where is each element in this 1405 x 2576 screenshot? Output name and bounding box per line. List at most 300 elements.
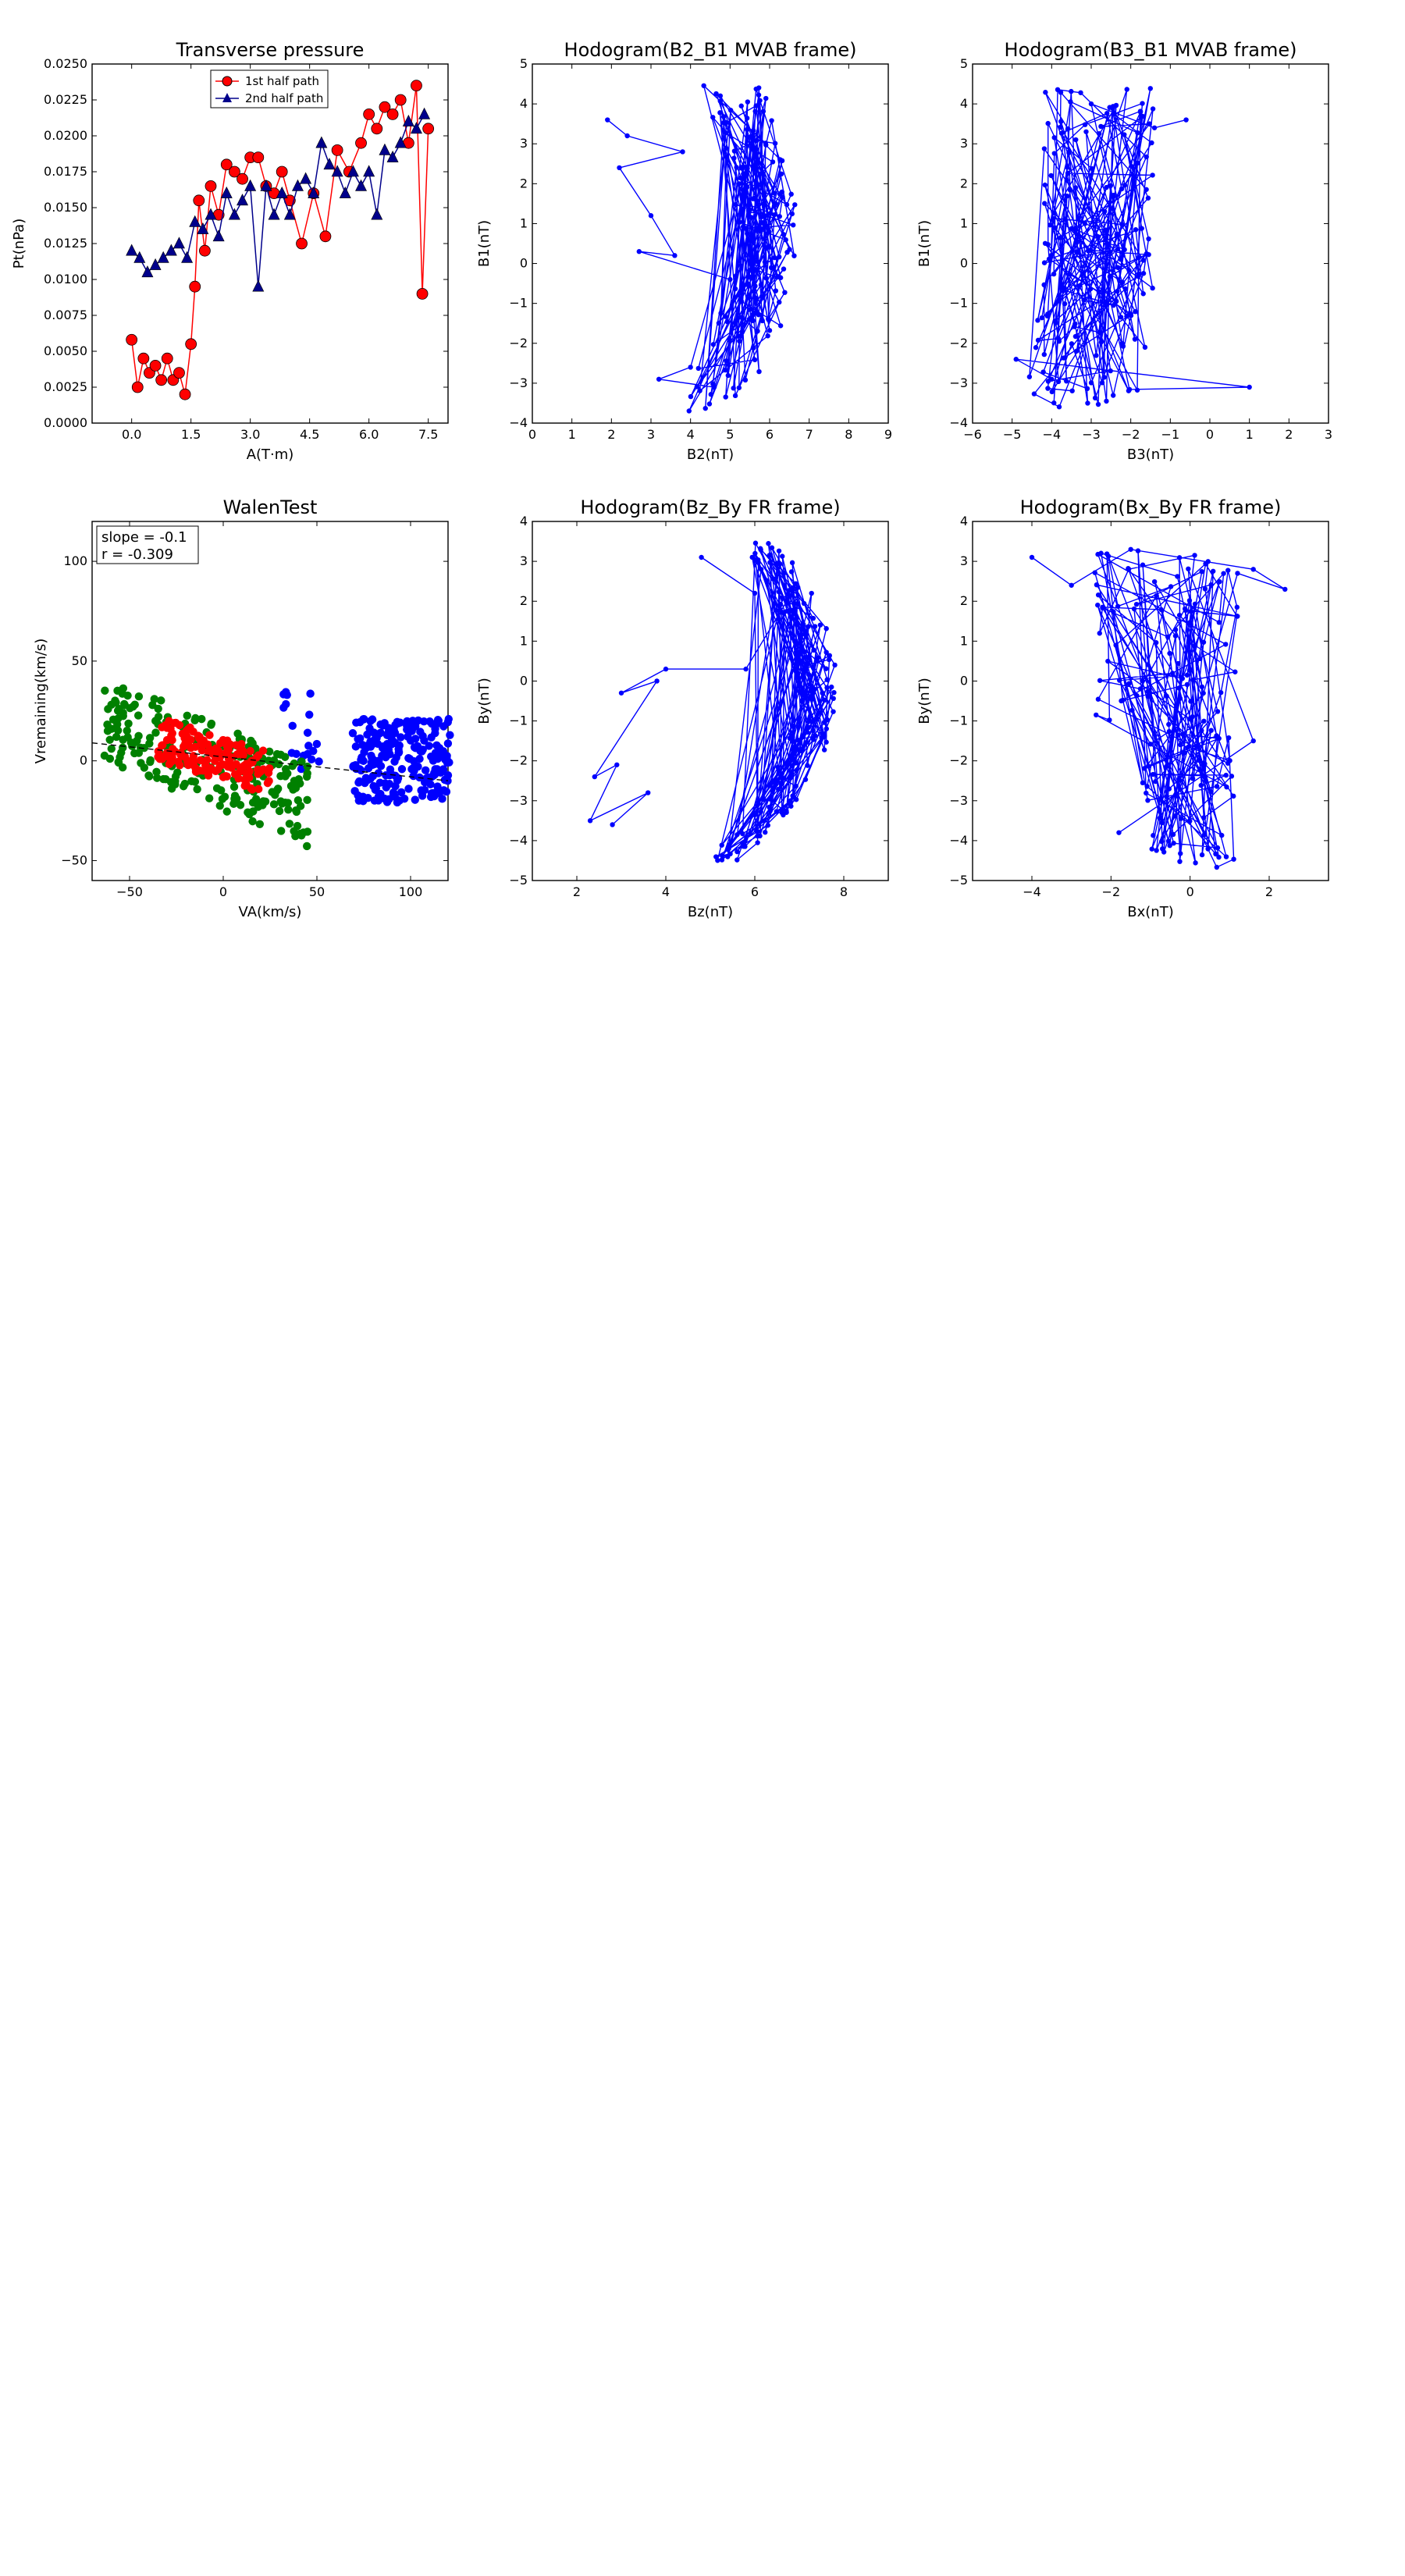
hodogram-trace-point [1073, 334, 1078, 339]
point-1st-half [411, 80, 422, 91]
hodogram-trace-point [1201, 640, 1206, 645]
hodogram-trace-point [767, 229, 771, 234]
walen-point-green [303, 796, 311, 804]
hodogram-trace-point [733, 286, 738, 291]
hodogram-trace-point [734, 165, 738, 169]
x-tick-label: 100 [398, 884, 423, 899]
hodogram-trace-point [1150, 846, 1154, 851]
hodogram-trace-point [777, 254, 781, 259]
hodogram-trace-point [1185, 673, 1190, 678]
y-tick-label: 4 [519, 514, 528, 528]
hodogram-trace-point [614, 763, 619, 767]
hodogram-trace-point [760, 294, 765, 298]
walen-point-green [115, 705, 123, 713]
hodogram-trace-point [1067, 272, 1072, 276]
hodogram-trace-point [1148, 86, 1153, 91]
hodogram-trace-point [711, 342, 716, 347]
walen-point-blue [394, 745, 402, 753]
hodogram-trace-point [759, 215, 763, 219]
hodogram-trace-point [806, 672, 811, 677]
series-line [132, 114, 425, 286]
y-tick-label: 0.0125 [44, 236, 87, 251]
hodogram-trace-point [788, 804, 793, 809]
y-tick-label: 5 [959, 56, 968, 71]
hodogram-trace-point [1103, 300, 1108, 304]
hodogram-trace-point [1078, 91, 1083, 95]
hodogram-trace-point [717, 110, 722, 115]
hodogram-trace-point [1247, 385, 1251, 390]
hodogram-trace-point [1208, 789, 1213, 794]
hodogram-trace-point [1179, 816, 1183, 820]
hodogram-trace-point [1115, 289, 1119, 294]
y-tick-label: −2 [949, 335, 968, 350]
hodogram-trace-point [1119, 187, 1124, 191]
hodogram-trace-point [718, 311, 723, 315]
hodogram-trace-point [1178, 696, 1183, 701]
hodogram-trace-point [1215, 784, 1219, 788]
hodogram-trace-point [680, 149, 685, 154]
walen-point-blue [398, 765, 406, 773]
hodogram-trace-point [1065, 165, 1069, 169]
hodogram-trace-point [1069, 89, 1073, 94]
hodogram-trace-point [813, 624, 817, 628]
walen-point-green [135, 749, 143, 756]
walen-point-green [113, 720, 121, 728]
hodogram-trace-point [1197, 758, 1201, 763]
hodogram-trace-point [1141, 271, 1146, 276]
hodogram-trace-point [1165, 635, 1170, 639]
hodogram-trace-point [829, 685, 834, 689]
series-line [132, 86, 429, 395]
hodogram-trace-point [749, 133, 753, 138]
walen-point-blue [393, 753, 400, 761]
hodogram-trace-point [654, 678, 659, 683]
hodogram-trace-point [1107, 717, 1112, 722]
x-axis-label: A(T·m) [246, 447, 294, 463]
hodogram-trace-point [1164, 694, 1168, 699]
hodogram-trace-point [762, 818, 767, 823]
hodogram-trace-point [724, 120, 728, 125]
hodogram-trace-point [1146, 252, 1151, 257]
hodogram-trace-point [1196, 745, 1200, 749]
hodogram-trace-point [1151, 772, 1155, 777]
walen-point-green [245, 810, 253, 818]
hodogram-trace-point [1126, 567, 1131, 571]
walen-point-blue [309, 747, 317, 755]
walen-point-green [113, 687, 121, 695]
hodogram-trace-point [1115, 247, 1120, 251]
hodogram-trace-point [784, 810, 788, 815]
hodogram-trace-point [1048, 173, 1053, 178]
hodogram-trace-point [777, 589, 781, 594]
hodogram-trace-point [1105, 659, 1110, 664]
hodogram-trace-point [1111, 303, 1115, 308]
hodogram-trace-point [782, 571, 787, 575]
y-tick-label: 3 [519, 136, 528, 151]
hodogram-trace-point [750, 196, 755, 201]
y-tick-label: 1 [519, 215, 528, 231]
hodogram-trace-point [789, 756, 794, 760]
x-tick-label: −50 [116, 884, 143, 899]
walen-point-blue [376, 729, 384, 737]
hodogram-trace-point [1088, 247, 1093, 252]
walen-point-green [124, 720, 132, 728]
walen-point-blue [364, 776, 372, 784]
walen-point-green [268, 788, 276, 795]
walen-point-blue [371, 735, 379, 743]
walen-point-green [123, 692, 131, 699]
x-tick-label: 1 [567, 427, 576, 442]
walen-point-green [293, 808, 301, 816]
walen-point-blue [427, 753, 435, 760]
hodogram-trace-point [757, 834, 762, 838]
hodogram-trace-point [1134, 693, 1139, 698]
hodogram-trace-point [749, 555, 754, 560]
hodogram-trace-point [1062, 216, 1067, 221]
hodogram-trace-point [1064, 379, 1069, 383]
hodogram-trace-point [672, 253, 677, 258]
hodogram-trace-point [717, 321, 721, 326]
point-2nd-half [372, 208, 382, 219]
hodogram-trace-point [1164, 764, 1168, 769]
hodogram-trace-point [1097, 131, 1101, 136]
hodogram-trace-point [1200, 852, 1204, 857]
hodogram-trace-point [733, 202, 738, 207]
y-tick-label: −5 [949, 873, 968, 888]
hodogram-trace-point [748, 307, 752, 311]
hodogram-trace-point [656, 377, 661, 382]
hodogram-trace-point [1104, 185, 1108, 190]
hodogram-trace-point [753, 541, 758, 546]
hodogram-trace-point [1043, 90, 1048, 94]
hodogram-trace-point [781, 266, 786, 271]
hodogram-trace-point [820, 731, 824, 736]
hodogram-trace-point [1149, 141, 1154, 145]
hodogram-trace-point [1097, 678, 1102, 683]
hodogram-trace-point [750, 164, 755, 169]
point-1st-half [126, 334, 137, 345]
chart-title: Hodogram(B2_B1 MVAB frame) [564, 39, 857, 61]
walen-point-green [173, 768, 181, 776]
walen-point-green [256, 820, 264, 828]
walen-point-blue [422, 767, 429, 774]
hodogram-trace-point [1183, 750, 1187, 755]
hodogram-trace-point [1215, 709, 1220, 713]
hodogram-trace-point [756, 800, 760, 805]
hodogram-trace-point [1176, 733, 1180, 738]
y-tick-label: −3 [509, 375, 528, 390]
hodogram-trace-point [1180, 676, 1185, 681]
y-tick-label: −3 [509, 792, 528, 808]
x-tick-label: 1 [1245, 427, 1254, 442]
y-tick-label: 1 [959, 215, 968, 231]
hodogram-trace-point [1144, 791, 1148, 795]
hodogram-trace-point [731, 155, 736, 160]
hodogram-trace-point [1166, 722, 1171, 727]
chart-h2 [916, 39, 1332, 463]
walen-point-green [123, 733, 131, 741]
hodogram-trace-point [723, 368, 727, 372]
y-tick-label: 2 [519, 176, 528, 191]
walen-point-green [111, 696, 119, 704]
hodogram-trace-point [1190, 678, 1195, 682]
hodogram-trace-point [831, 696, 836, 701]
walen-point-blue [391, 772, 399, 780]
walen-point-blue [428, 720, 436, 728]
hodogram-trace-point [1074, 348, 1079, 353]
hodogram-trace-point [1145, 689, 1150, 694]
x-tick-label: 3 [1324, 427, 1333, 442]
hodogram-trace-point [1040, 315, 1044, 320]
walen-point-blue [411, 735, 419, 742]
hodogram-trace-point [779, 775, 784, 780]
hodogram-trace-point [1051, 272, 1056, 276]
hodogram-trace-point [751, 240, 756, 244]
hodogram-trace-point [792, 202, 797, 207]
hodogram-trace-point [1144, 155, 1149, 159]
hodogram-trace-point [1168, 584, 1173, 589]
chart-pt [11, 39, 448, 463]
hodogram-trace-point [1192, 553, 1197, 557]
hodogram-trace-point [1117, 678, 1122, 682]
legend-label: 2nd half path [245, 91, 324, 105]
walen-point-blue [439, 767, 447, 774]
walen-point-green [294, 796, 302, 804]
walen-point-green [229, 800, 237, 808]
x-tick-label: 0 [1205, 427, 1215, 442]
y-tick-label: −2 [509, 335, 528, 350]
hodogram-trace-point [1140, 114, 1145, 119]
x-tick-label: 3.0 [240, 427, 261, 442]
hodogram-trace-point [811, 728, 816, 733]
walen-point-green [190, 717, 198, 724]
hodogram-trace-point [1164, 794, 1168, 799]
y-tick-label: 0.0100 [44, 272, 87, 286]
hodogram-trace-point [1057, 404, 1062, 409]
hodogram-trace-point [1193, 860, 1197, 865]
x-tick-label: 4 [686, 427, 695, 442]
walen-point-green [104, 727, 112, 735]
hodogram-trace-point [787, 247, 791, 251]
walen-point-green [193, 785, 201, 793]
walen-point-red [181, 739, 189, 747]
hodogram-trace-point [1094, 582, 1099, 587]
walen-point-blue [372, 786, 379, 794]
plot-frame [532, 521, 888, 881]
y-tick-label: 0.0000 [44, 415, 87, 430]
y-tick-label: 0 [519, 255, 528, 271]
walen-point-green [145, 772, 153, 780]
hodogram-trace-point [701, 84, 706, 88]
walen-point-blue [359, 715, 367, 723]
hodogram-trace-point [1040, 369, 1045, 374]
hodogram-trace-point [1108, 368, 1112, 373]
hodogram-trace-point [1050, 390, 1055, 394]
hodogram-trace-point [1160, 846, 1165, 851]
hodogram-trace-point [1187, 667, 1192, 672]
walen-point-blue [289, 722, 297, 730]
hodogram-trace-point [797, 688, 802, 693]
point-1st-half [173, 368, 184, 379]
hodogram-trace-point [763, 830, 767, 834]
hodogram-trace-point [1193, 643, 1197, 648]
walen-point-blue [404, 754, 412, 762]
y-tick-label: 0.0075 [44, 308, 87, 322]
point-2nd-half [364, 165, 375, 176]
hodogram-trace-point [1045, 121, 1050, 126]
hodogram-trace-point [1178, 851, 1183, 856]
hodogram-trace-point [1132, 607, 1136, 611]
hodogram-trace-point [757, 172, 762, 176]
hodogram-trace-point [610, 822, 614, 827]
hodogram-trace-point [772, 212, 777, 217]
hodogram-trace-point [1200, 774, 1205, 778]
hodogram-trace-point [1136, 274, 1140, 279]
hodogram-trace-point [1085, 400, 1090, 405]
walen-point-red [240, 781, 248, 789]
x-tick-label: −2 [1121, 427, 1140, 442]
walen-point-green [104, 705, 112, 713]
hodogram-trace-point [806, 725, 811, 730]
walen-point-red [232, 741, 240, 749]
walen-point-green [106, 755, 114, 763]
hodogram-trace-point [1094, 353, 1098, 358]
hodogram-trace-point [1197, 656, 1202, 661]
hodogram-trace-point [1153, 779, 1158, 784]
walen-point-green [180, 782, 187, 790]
walen-point-green [151, 695, 158, 703]
hodogram-trace-point [724, 358, 728, 363]
walen-point-green [286, 820, 293, 827]
y-tick-label: 4 [519, 96, 528, 112]
walen-point-green [101, 687, 108, 695]
point-2nd-half [316, 137, 327, 148]
hodogram-trace-point [1170, 671, 1175, 675]
hodogram-trace-point [1177, 555, 1182, 560]
hodogram-trace-point [780, 194, 784, 199]
y-axis-label: B1(nT) [476, 219, 493, 268]
hodogram-trace-point [1231, 794, 1236, 799]
hodogram-trace-point [1102, 209, 1107, 214]
x-tick-label: 8 [839, 884, 848, 899]
walen-point-blue [393, 799, 401, 806]
hodogram-trace-point [699, 555, 703, 560]
hodogram-trace-point [1100, 380, 1104, 385]
hodogram-trace-point [756, 85, 761, 90]
x-tick-label: 4.5 [299, 427, 320, 442]
legend-marker [222, 76, 232, 86]
walen-point-blue [357, 767, 365, 774]
hodogram-trace-point [735, 857, 739, 862]
hodogram-trace-point [1150, 173, 1154, 177]
hodogram-trace-point [752, 813, 757, 817]
hodogram-trace-point [1217, 736, 1222, 741]
walen-point-green [119, 763, 126, 771]
hodogram-trace-point [727, 842, 731, 847]
hodogram-trace-point [1202, 832, 1207, 837]
walen-point-green [205, 794, 213, 802]
hodogram-trace-point [759, 809, 763, 814]
hodogram-trace-point [1171, 832, 1176, 837]
hodogram-trace-point [795, 738, 800, 742]
y-tick-label: 4 [959, 96, 968, 112]
hodogram-trace-point [1076, 283, 1081, 288]
hodogram-trace-point [791, 222, 795, 227]
point-2nd-half [237, 194, 248, 205]
hodogram-trace-point [745, 116, 749, 120]
point-1st-half [237, 173, 248, 184]
hodogram-trace-point [1014, 357, 1019, 361]
hodogram-trace-point [752, 149, 756, 154]
hodogram-trace-point [1282, 587, 1287, 592]
hodogram-trace-point [780, 595, 784, 600]
walen-point-green [277, 827, 285, 834]
hodogram-trace-point [713, 91, 718, 96]
hodogram-trace-point [1217, 620, 1222, 624]
point-1st-half [138, 353, 149, 364]
hodogram-trace-point [1116, 830, 1121, 834]
y-tick-label: 0.0200 [44, 128, 87, 143]
hodogram-trace-point [734, 273, 738, 278]
point-1st-half [199, 245, 210, 256]
hodogram-trace-point [1183, 608, 1188, 613]
hodogram-trace-point [741, 172, 745, 176]
hodogram-trace-point [727, 337, 731, 342]
walen-point-green [129, 703, 137, 710]
walen-point-blue [359, 757, 367, 765]
hodogram-trace-point [780, 158, 784, 163]
hodogram-trace-point [1041, 283, 1046, 287]
hodogram-trace-point [778, 781, 783, 785]
hodogram-trace-point [1167, 651, 1172, 656]
walen-point-green [230, 783, 238, 791]
walen-point-red [205, 768, 212, 776]
hodogram-trace-point [1097, 290, 1101, 294]
hodogram-trace-point [735, 832, 739, 837]
hodogram-trace-point [743, 667, 748, 671]
hodogram-trace-point [1172, 813, 1177, 818]
walen-point-blue [354, 778, 362, 786]
hodogram-trace-point [802, 601, 806, 606]
hodogram-trace-point [1072, 227, 1076, 232]
hodogram-trace-point [824, 726, 829, 731]
hodogram-trace-point [745, 275, 750, 279]
walen-point-blue [370, 756, 378, 764]
y-tick-label: −1 [949, 713, 968, 728]
hodogram-trace-point [1235, 605, 1240, 610]
x-tick-label: −3 [1082, 427, 1101, 442]
hodogram-trace-point [743, 226, 748, 230]
walen-point-blue [444, 739, 452, 747]
hodogram-trace-point [1215, 845, 1220, 850]
hodogram-trace-point [756, 369, 761, 374]
walen-point-red [205, 731, 213, 739]
hodogram-trace-point [1235, 571, 1240, 575]
hodogram-trace-point [780, 553, 784, 558]
hodogram-trace-point [818, 622, 823, 627]
hodogram-trace-point [1081, 297, 1086, 302]
hodogram-trace-point [1056, 379, 1061, 384]
point-1st-half [387, 109, 398, 119]
hodogram-trace-point [1122, 132, 1126, 137]
walen-point-blue [381, 779, 389, 787]
hodogram-trace-point [1224, 773, 1229, 777]
hodogram-trace-point [1154, 640, 1158, 645]
hodogram-trace-point [1146, 196, 1151, 201]
hodogram-trace-point [1119, 699, 1123, 703]
legend-label: 1st half path [245, 74, 320, 88]
hodogram-trace-point [739, 315, 744, 319]
